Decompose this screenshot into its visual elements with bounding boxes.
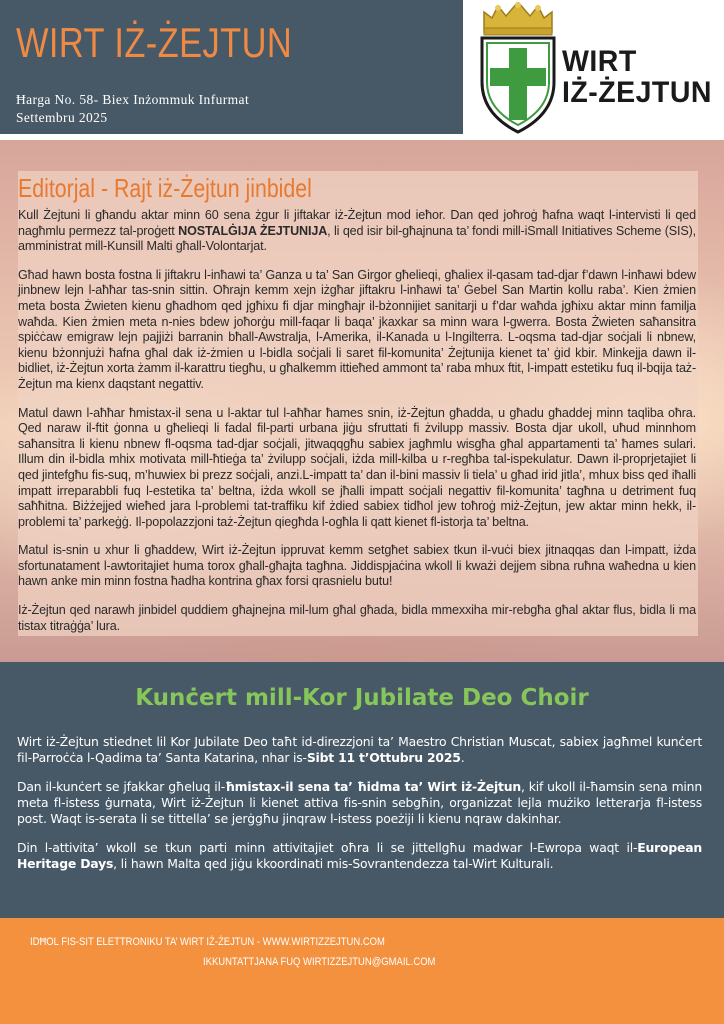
crowned-shield-icon: [478, 2, 558, 136]
anniversary-highlight: ħmistax-il sena ta’ ħidma ta’ Wirt iż-Żejtun: [225, 779, 521, 794]
concert-title: Kunċert mill-Kor Jubilate Deo Choir: [135, 685, 589, 711]
logo-text-line2: IŻ-ŻEJTUN: [562, 76, 712, 109]
issue-number: Ħarga No. 58- Biex Inżommuk Infurmat: [16, 92, 250, 107]
project-name: NOSTALĠIJA ŻEJTUNIJA: [178, 223, 328, 238]
footer: [0, 918, 724, 1024]
concert-paragraph-1: Wirt iż-Żejtun stiednet lil Kor Jubilate Deo taħt id-direzzjoni ta’ Maestro Christian Muscat, sabiex jagħmel kunċert fil-Parroċċa l-Qadima ta’ Santa Katarina, nhar is-Sibt 11 t’Ottubru 2025.: [17, 734, 702, 765]
logo-text-line1: WIRT: [562, 45, 637, 78]
editorial-body: [18, 208, 696, 647]
issue-info: [16, 91, 249, 127]
editorial-paragraph-1: Kull Żejtuni li għandu aktar minn 60 sena żgur li jiftakar iż-Żejtun mod ieħor. Dan qed joħroġ ħafna waqt l-intervisti li qed nagħmlu permezz tal-proġett NOSTALĠIJA ŻEJTUNIJA, li qed isir bil-għajnuna ta’ fondi mill-iSmall Initiatives Scheme (SIS), amministrat mill-Kunsill Malti għall-Volontarjat.: [18, 208, 696, 254]
editorial-paragraph-2: Għad hawn bosta fostna li jiftakru l-inħawi ta’ Ganza u ta’ San Girgor għelieqi, għaliex il-qasam tad-djar f’dawn l-inħawi bdew jinbnew lejn l-aħħar tas-snin sittin. Oħrajn kemm xejn iżgħar jiftakru l-inħawi ta’ Ġebel San Martin kollu raba’. Kien żmien meta bosta Żwieten kienu għadhom qed jgħixu fi djar mingħajr il-bżonnijiet sanitarji u f’dar waħda jgħixu aktar minn familja waħda. Kien żmien meta n-nies bdew joħorġu mill-faqar li baqa’ jkaxkar sa minn wara l-gwerra. Bosta Żwieten saħansitra spiċċaw emigraw lejn pajjiżi barranin bħall-Awstralja, l-Amerika, il-Kanada u l-Ingilterra. L-oqsma tad-djar soċjali li nbnew, kienu bżonnjużi ħafna għal dak iż-żmien u l-bidla soċjali li saret fil-komunita’ Żejtunija kienet ta’ ġid kbir. Minkejja dawn il-bidliet, iż-Żejtun xorta żamm il-karattru tiegħu, u għalkemm ittieħed ammont ta’ raba mhux ftit, l-impatt estetiku fuq il-bqija taż-Żejtun ma kienx daqstant negattiv.: [18, 267, 696, 391]
editorial-background-photo: [0, 140, 724, 662]
header: [0, 0, 724, 140]
logo-text: [562, 46, 712, 108]
issue-date: Settembru 2025: [16, 110, 108, 125]
header-band: [0, 0, 463, 134]
concert-paragraph-3: Din l-attivita’ wkoll se tkun parti minn attivitajiet oħra li se jittellgħu madwar l-Ewropa waqt il-European Heritage Days, li hawn Malta qed jiġu kkoordinati mis-Sovrantendezza tal-Wirt Kulturali.: [17, 840, 702, 871]
logo: [478, 2, 724, 136]
concert-section: [0, 662, 724, 918]
editorial-paragraph-5: Iż-Żejtun qed narawh jinbidel quddiem għajnejna mil-lum għal għada, bidla mmexxiha mir-rebgħa għal aktar flus, bidla li ma tistax titraġġa’ lura.: [18, 603, 696, 633]
footer-website-link[interactable]: IDĦOL FIS-SIT ELETTRONIKU TA’ WIRT IŻ-ŻEJTUN - WWW.WIRTIZZEJTUN.COM: [30, 936, 385, 948]
concert-body: [17, 734, 702, 885]
editorial-title: Editorjal - Rajt iż-Żejtun jinbidel: [18, 173, 312, 203]
editorial-paragraph-3: Matul dawn l-aħħar ħmistax-il sena u l-aktar tul l-aħħar ħames snin, iż-Żejtun għadda, u għadu għaddej minn taqliba oħra. Qed naraw il-ftit ġonna u għelieqi li fadal fil-parti urbana jiġu sfruttati fi żvilupp massiv. Bosta djar ukoll, uħud minnhom saħansitra li kienu nbnew fl-oqsma tad-djar soċjali, jitwaqqgħu sabiex jagħmlu wisgħa għal appartamenti ta’ ħames sulari. Illum din il-bidla mhix motivata mill-ħtieġa ta’ żvilupp soċjali, iżda mill-kilba u r-regħba tal-ispekulatur. Dawn il-proprjetajiet li qed jintefgħu fis-suq, m’huwiex bi prezz soċjali, anzi.L-impatt ta’ dan il-bini massiv li tiela’ u għad irid jitla’, mhux biss qed iħalli impatt irreparabbli fuq l-estetika ta’ beltna, iżda wkoll se jħalli impatt soċjali negattiv fil-komunita’ tagħna u detriment fuq saħħitna. Biżżejjed wieħed jara l-problemi tat-traffiku kif żdied sabiex tidħol jew toħroġ miż-Żejtun, jew aktar minn hekk, il-problemi ta’ parkeġġ. Il-popolazzjoni taż-Żejtun qiegħda l-ogħla li qatt kienet fl-istorja ta’ beltna.: [18, 405, 696, 529]
heritage-days-highlight: European Heritage Days: [17, 840, 702, 871]
concert-paragraph-2: Dan il-kunċert se jfakkar għeluq il-ħmistax-il sena ta’ ħidma ta’ Wirt iż-Żejtun, kif ukoll il-ħamsin sena minn meta fl-istess ġurnata, Wirt iż-Żejtun li kienet attiva fis-snin sebgħin, organizzat lejla mużiko letterarja fl-istess post. Waqt is-serata li se tittella’ se jerġgħu jinqraw l-istess poeżiji li kienu nqraw dakinhar.: [17, 779, 702, 826]
masthead-title: WIRT IŻ-ŻEJTUN: [16, 19, 293, 66]
footer-contact-email[interactable]: IKKUNTATTJANA FUQ WIRTIZZEJTUN@GMAIL.COM: [203, 956, 436, 968]
editorial-paragraph-4: Matul is-snin u xhur li għaddew, Wirt iż-Żejtun ippruvat kemm setgħet sabiex tkun il-vuċi biex jitnaqqas dan l-impatt, iżda sfortunatament l-awtoritajiet huma torox għall-għajta tagħna. Jiddispjaċina wkoll li kważi dejjem sibna ruħna waħedna u kien hawn anke min minn fostna ħadha kontrina għax forsi qrasnielu butu!: [18, 543, 696, 589]
concert-date: Sibt 11 t’Ottubru 2025: [306, 750, 461, 765]
